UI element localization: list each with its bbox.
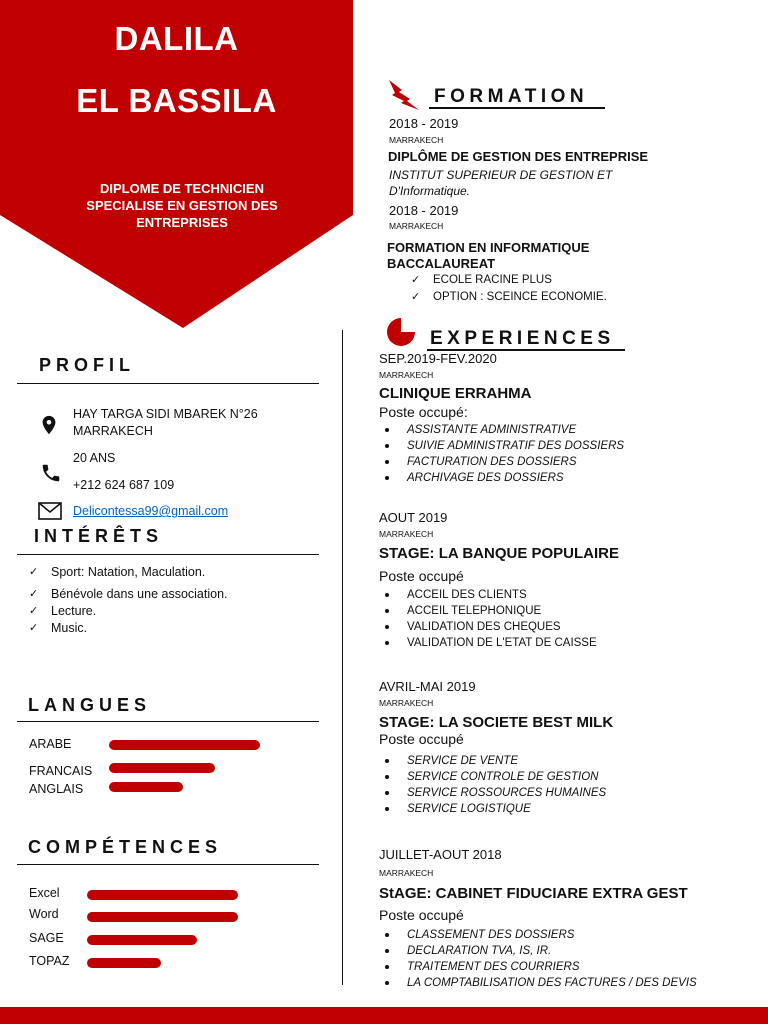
- list-item: ✓ ECOLE RACINE PLUS: [411, 272, 607, 289]
- first-name: DALILA: [114, 20, 239, 57]
- competence-label-word: Word: [29, 907, 59, 921]
- experience-date: AOUT 2019: [379, 510, 448, 525]
- langues-title: LANGUES: [28, 695, 152, 715]
- list-item: ACCEIL DES CLIENTS: [379, 587, 597, 603]
- pie-icon: [385, 316, 417, 348]
- address-line2: MARRAKECH: [73, 424, 153, 438]
- formation-degree: DIPLÔME DE GESTION DES ENTREPRISE: [388, 149, 649, 164]
- experience-items: [379, 422, 624, 486]
- list-item: SERVICE DE VENTE: [379, 753, 606, 769]
- envelope-icon: [38, 502, 62, 520]
- interets-rule: [17, 554, 319, 555]
- experience-date: AVRIL-MAI 2019: [379, 679, 476, 694]
- profil-title: PROFIL: [39, 355, 135, 375]
- lightning-icon: [386, 79, 420, 111]
- formation-rule: [429, 107, 605, 109]
- job-title: DIPLOME DE TECHNICIEN SPECIALISE EN GESTION DES ENTREPRISES: [86, 181, 278, 230]
- formation-degree-line1: FORMATION EN INFORMATIQUE: [387, 240, 590, 255]
- list-item: ✓ Bénévole dans une association.: [29, 586, 228, 603]
- list-item: ✓ Sport: Natation, Maculation.: [29, 564, 228, 581]
- address-line1: HAY TARGA SIDI MBAREK N°26: [73, 407, 258, 421]
- langue-bar-arabe: [109, 740, 260, 750]
- experience-poste: Poste occupé: [379, 568, 464, 584]
- experience-city: MARRAKECH: [379, 370, 434, 380]
- phone-icon: [40, 462, 62, 484]
- langue-label-francais: FRANCAIS: [29, 764, 93, 778]
- competence-label-excel: Excel: [29, 886, 60, 900]
- experience-org: CLINIQUE ERRAHMA: [379, 385, 532, 402]
- list-item: TRAITEMENT DES COURRIERS: [379, 959, 697, 975]
- experience-city: MARRAKECH: [379, 529, 434, 539]
- experience-poste: Poste occupé:: [379, 404, 468, 420]
- interets-title: INTÉRÊTS: [34, 526, 164, 546]
- list-item: ✓ Lecture.: [29, 603, 228, 620]
- last-name: EL BASSILA: [76, 82, 277, 119]
- experience-city: MARRAKECH: [379, 868, 434, 878]
- competences-title: COMPÉTENCES: [28, 837, 223, 857]
- list-item: DECLARATION TVA, IS, IR.: [379, 943, 697, 959]
- location-pin-icon: [38, 414, 60, 436]
- profil-rule: [17, 383, 319, 384]
- competence-bar-word: [87, 912, 238, 922]
- competence-bar-topaz: [87, 958, 161, 968]
- formation-date: 2018 - 2019: [389, 203, 459, 218]
- column-divider: [342, 330, 343, 985]
- experience-org: StAGE: CABINET FIDUCIARE EXTRA GEST: [379, 885, 688, 902]
- competences-rule: [17, 864, 319, 865]
- list-item: ARCHIVAGE DES DOSSIERS: [379, 470, 624, 486]
- experience-city: MARRAKECH: [379, 698, 434, 708]
- competence-bar-excel: [87, 890, 238, 900]
- experience-org: STAGE: LA SOCIETE BEST MILK: [379, 714, 614, 731]
- langue-bar-francais: [109, 763, 215, 773]
- list-item: ACCEIL TELEPHONIQUE: [379, 603, 597, 619]
- list-item: LA COMPTABILISATION DES FACTURES / DES DEVIS: [379, 975, 697, 991]
- interets-list: [29, 564, 228, 637]
- formation-city: MARRAKECH: [389, 221, 444, 231]
- formation-date: 2018 - 2019: [389, 116, 459, 131]
- experience-date: SEP.2019-FEV.2020: [379, 351, 497, 366]
- experience-items: [379, 927, 697, 991]
- langue-label-arabe: ARABE: [29, 737, 72, 751]
- competence-label-topaz: TOPAZ: [29, 954, 70, 968]
- experiences-title: EXPERIENCES: [430, 328, 615, 349]
- age: 20 ANS: [73, 451, 116, 465]
- experience-poste: Poste occupé: [379, 731, 464, 747]
- list-item: FACTURATION DES DOSSIERS: [379, 454, 624, 470]
- list-item: ✓ OPTION : SCEINCE ECONOMIE.: [411, 289, 607, 306]
- formation-degree-line2: BACCALAUREAT: [387, 256, 496, 271]
- list-item: SERVICE LOGISTIQUE: [379, 801, 606, 817]
- phone-number: +212 624 687 109: [73, 478, 175, 492]
- langue-bar-anglais: [109, 782, 183, 792]
- formation-items: [411, 272, 607, 306]
- formation-school-line1: INSTITUT SUPERIEUR DE GESTION ET: [389, 168, 613, 182]
- email-link[interactable]: Delicontessa99@gmail.com: [73, 504, 229, 518]
- list-item: VALIDATION DES CHEQUES: [379, 619, 597, 635]
- experience-items: [379, 753, 606, 817]
- list-item: ASSISTANTE ADMINISTRATIVE: [379, 422, 624, 438]
- competence-bar-sage: [87, 935, 197, 945]
- formation-school-line2: D'Informatique.: [389, 184, 470, 198]
- list-item: SUIVIE ADMINISTRATIF DES DOSSIERS: [379, 438, 624, 454]
- langues-rule: [17, 721, 319, 722]
- experience-org: STAGE: LA BANQUE POPULAIRE: [379, 545, 620, 562]
- list-item: ✓ Music.: [29, 620, 228, 637]
- list-item: CLASSEMENT DES DOSSIERS: [379, 927, 697, 943]
- formation-title: FORMATION: [434, 86, 589, 107]
- list-item: SERVICE CONTROLE DE GESTION: [379, 769, 606, 785]
- experience-date: JUILLET-AOUT 2018: [379, 847, 502, 862]
- langue-label-anglais: ANGLAIS: [29, 782, 84, 796]
- footer-bar: [0, 1007, 768, 1024]
- formation-city: MARRAKECH: [389, 135, 444, 145]
- list-item: SERVICE ROSSOURCES HUMAINES: [379, 785, 606, 801]
- competence-label-sage: SAGE: [29, 931, 64, 945]
- experience-poste: Poste occupé: [379, 907, 464, 923]
- list-item: VALIDATION DE L'ETAT DE CAISSE: [379, 635, 597, 651]
- experience-items: [379, 587, 597, 651]
